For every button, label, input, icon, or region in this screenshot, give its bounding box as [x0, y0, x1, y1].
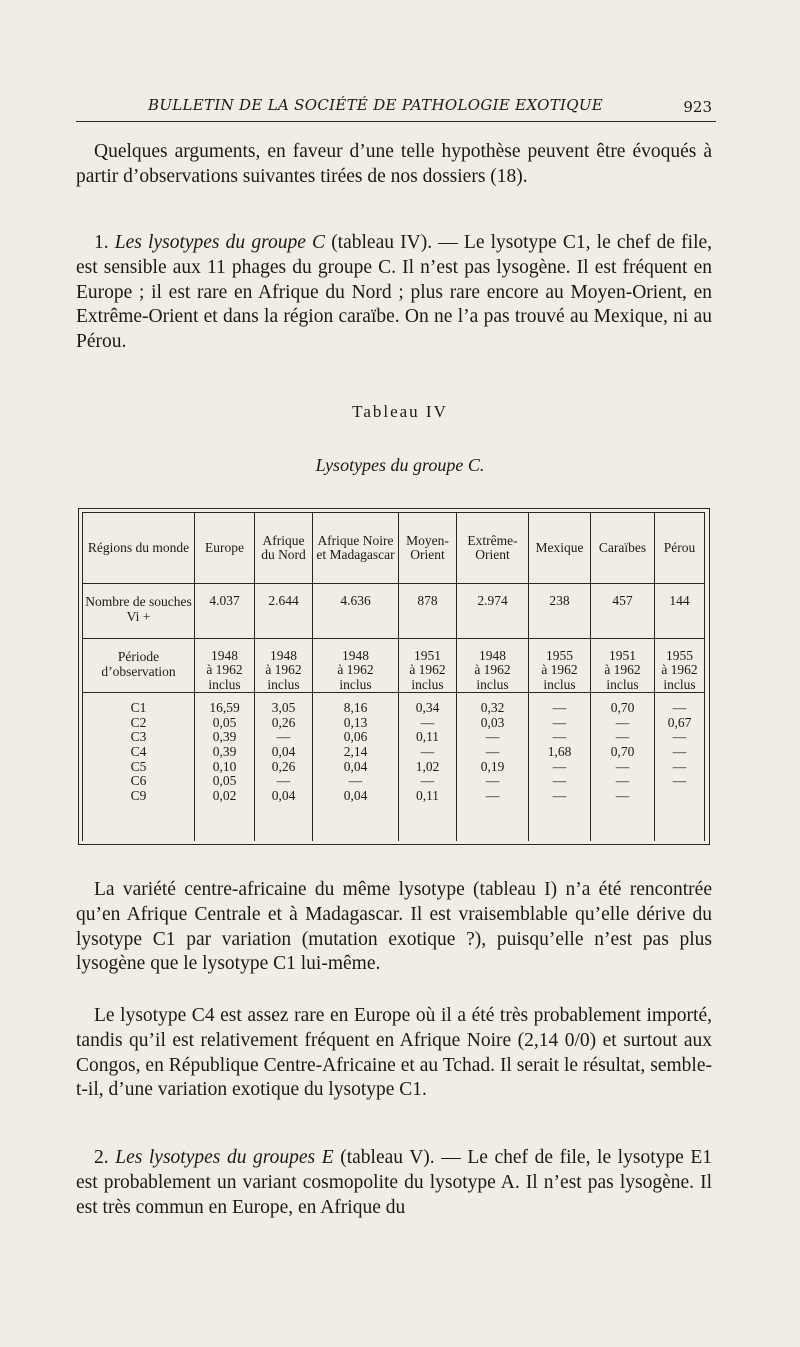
col-header: Pérou — [655, 513, 705, 584]
table-cell: 4.037 — [195, 584, 255, 639]
period-line: 1951 — [609, 648, 636, 663]
section-1-paragraph — [76, 231, 712, 355]
table-row-lysotypes — [83, 693, 705, 841]
value-cell: 0,39 — [212, 729, 237, 745]
value-cell: — — [672, 758, 687, 774]
value-column — [399, 693, 457, 841]
period-line: 1948 — [211, 648, 238, 663]
period-line: 1955 — [666, 648, 693, 663]
period-line: inclus — [339, 676, 372, 692]
value-column — [529, 693, 591, 841]
value-cell: 0,32 — [480, 700, 505, 716]
value-column — [195, 693, 255, 841]
table-cell — [591, 639, 655, 693]
col-header: Mexique — [529, 513, 591, 584]
value-column — [457, 693, 529, 841]
lysotype-label: C9 — [130, 787, 147, 803]
section-2-text: (tableau V). — Le chef de file, le lysotype E1 est probablement un variant cosmopolite du lysotype A. Il n’est pas lysogène. Il est très commun en Europe, en Afrique du — [76, 1147, 713, 1218]
value-cell: 0,02 — [212, 787, 237, 803]
value-cell: 0,10 — [212, 758, 237, 774]
table-row-periode — [83, 639, 705, 693]
lysotype-label: C1 — [130, 700, 147, 716]
table-cell: 4.636 — [313, 584, 399, 639]
value-cell: 0,34 — [415, 700, 440, 716]
intro-paragraph: Quelques arguments, en faveur d’une telle hypothèse peuvent être évoqués à partir d’observations suivantes tirées de nos dossiers (18). — [76, 141, 712, 187]
value-cell: — — [348, 773, 363, 789]
col-header: Moyen-Orient — [399, 513, 457, 584]
period-line: à 1962 — [206, 662, 243, 678]
table-title: Tableau IV — [352, 402, 448, 421]
value-cell: — — [485, 787, 500, 803]
table-cell: 878 — [399, 584, 457, 639]
lysotype-label: C4 — [130, 744, 147, 759]
period-line: inclus — [476, 676, 509, 692]
row-label-periode: Période d’observation — [83, 639, 195, 693]
section-1-text: (tableau IV). — Le lysotype C1, le chef de file, est sensible aux 11 phages du groupe C. Il n’est pas lysogène. Il est fréquent en Europe ; il est rare en Afrique du Nord ; plus rare encore au Moyen-Orient, en Extrême-Orient et dans la région caraïbe. On ne l’a pas trouvé au Mexique, ni au Pérou. — [76, 232, 713, 353]
table-cell: 457 — [591, 584, 655, 639]
running-title: BULLETIN DE LA SOCIÉTÉ DE PATHOLOGIE EXOTIQUE — [148, 96, 604, 114]
table-row-souches — [83, 584, 705, 639]
value-cell: — — [672, 744, 687, 759]
period-line: inclus — [663, 676, 696, 692]
value-cell: 0,04 — [271, 744, 296, 759]
value-cell: — — [615, 714, 630, 730]
value-cell: 8,16 — [343, 700, 368, 716]
value-cell: 0,26 — [271, 758, 296, 774]
value-cell: — — [420, 773, 435, 789]
table-cell: 238 — [529, 584, 591, 639]
value-cell: — — [420, 744, 435, 759]
header-rule — [76, 121, 716, 122]
value-cell: 0,04 — [271, 787, 296, 803]
value-cell: — — [420, 714, 435, 730]
row-label-souches: Nombre de souches Vi + — [83, 584, 195, 639]
period-line: inclus — [208, 676, 241, 692]
table-cell: 2.644 — [255, 584, 313, 639]
table-cell — [399, 639, 457, 693]
section-2-paragraph — [76, 1146, 712, 1220]
table-cell — [457, 639, 529, 693]
value-cell: 0,26 — [271, 714, 296, 730]
value-cell: — — [552, 714, 567, 730]
value-cell: — — [672, 773, 687, 789]
value-cell: — — [672, 700, 687, 716]
value-cell: — — [552, 700, 567, 716]
period-line: à 1962 — [409, 662, 446, 678]
value-cell: 1,02 — [415, 758, 440, 774]
period-line: 1948 — [270, 648, 297, 663]
table-cell — [313, 639, 399, 693]
period-line: 1955 — [546, 648, 573, 663]
value-cell: 16,59 — [209, 700, 240, 716]
value-cell: — — [615, 773, 630, 789]
section-1-number: 1. — [94, 232, 109, 253]
table-cell — [529, 639, 591, 693]
value-cell: — — [276, 773, 291, 789]
table-cell: 2.974 — [457, 584, 529, 639]
value-column — [255, 693, 313, 841]
section-1-title: Les lysotypes du groupe C — [114, 232, 326, 253]
value-cell: 0,13 — [343, 714, 368, 730]
running-head — [76, 96, 716, 118]
value-column — [591, 693, 655, 841]
table-cell — [195, 639, 255, 693]
period-line: à 1962 — [604, 662, 641, 678]
value-cell: — — [552, 787, 567, 803]
value-cell: 1,68 — [547, 744, 572, 759]
period-line: à 1962 — [265, 662, 302, 678]
value-cell: 0,39 — [212, 744, 237, 759]
value-cell: 0,11 — [415, 729, 440, 745]
col-header: Caraïbes — [591, 513, 655, 584]
period-line: 1951 — [414, 648, 441, 663]
table-subtitle: Lysotypes du groupe C. — [315, 455, 485, 475]
value-cell: — — [485, 773, 500, 789]
value-cell: 0,06 — [343, 729, 368, 745]
value-cell: 2,14 — [343, 744, 368, 759]
value-cell: — — [615, 787, 630, 803]
value-cell: 0,70 — [610, 744, 635, 759]
value-cell: 0,03 — [480, 714, 505, 730]
value-column — [655, 693, 705, 841]
lysotype-label: C3 — [130, 729, 147, 745]
period-line: à 1962 — [661, 662, 698, 678]
table-header-row — [83, 513, 705, 584]
table-frame — [78, 508, 710, 845]
value-cell: — — [615, 758, 630, 774]
col-header: Afrique du Nord — [255, 513, 313, 584]
section-2-number: 2. — [94, 1147, 109, 1168]
period-line: à 1962 — [337, 662, 374, 678]
paragraph-centre-africaine: La variété centre-africaine du même lysotype (tableau I) n’a été rencontrée qu’en Afrique Centrale et à Madagascar. Il est vraisemblable qu’elle dérive du lysotype C1 par variation (mutation exotique ?), puisqu’elle n’est pas plus lysogène que le lysotype C1 lui-même. — [76, 879, 712, 975]
period-line: 1948 — [479, 648, 506, 663]
lysotype-table — [82, 512, 705, 841]
paragraph-lysotype-c4: Le lysotype C4 est assez rare en Europe où il a été très probablement importé, tandis qu’il est relativement fréquent en Afrique Noire (2,14 0/0) et surtout aux Congos, en République Centre-Africaine et au Tchad. Il serait le résultat, semble-t-il, d’une variation exotique du lysotype C1. — [76, 1005, 712, 1101]
value-cell: 3,05 — [271, 700, 296, 716]
value-cell: 0,05 — [212, 773, 237, 789]
value-cell — [656, 789, 703, 804]
period-line: à 1962 — [474, 662, 511, 678]
value-cell: 0,70 — [610, 700, 635, 716]
value-cell: — — [615, 729, 630, 745]
value-cell: 0,67 — [667, 714, 692, 730]
value-cell: — — [552, 758, 567, 774]
period-line: inclus — [543, 676, 576, 692]
value-cell: — — [552, 729, 567, 745]
lysotype-label: C5 — [130, 758, 147, 774]
period-line: inclus — [411, 676, 444, 692]
table-cell — [255, 639, 313, 693]
value-cell: 0,04 — [343, 758, 368, 774]
period-line: inclus — [267, 676, 300, 692]
lysotype-label: C2 — [130, 714, 147, 730]
value-cell: 0,05 — [212, 714, 237, 730]
page-number: 923 — [683, 98, 712, 116]
value-cell: — — [276, 729, 291, 745]
section-2-title: Les lysotypes du groupes E — [115, 1147, 334, 1168]
table-cell: 144 — [655, 584, 705, 639]
value-cell: — — [552, 773, 567, 789]
period-line: 1948 — [342, 648, 369, 663]
col-header: Extrême-Orient — [457, 513, 529, 584]
value-cell: 0,19 — [480, 758, 505, 774]
lysotype-label: C6 — [130, 773, 147, 789]
col-header: Europe — [195, 513, 255, 584]
period-line: inclus — [606, 676, 639, 692]
col-header: Afrique Noire et Madagascar — [313, 513, 399, 584]
value-cell: 0,04 — [343, 787, 368, 803]
col-header: Régions du monde — [83, 513, 195, 584]
period-line: à 1962 — [541, 662, 578, 678]
lysotype-labels — [83, 693, 195, 841]
value-column — [313, 693, 399, 841]
table-cell — [655, 639, 705, 693]
value-cell: — — [485, 744, 500, 759]
value-cell: — — [485, 729, 500, 745]
value-cell: — — [672, 729, 687, 745]
value-cell: 0,11 — [415, 787, 440, 803]
